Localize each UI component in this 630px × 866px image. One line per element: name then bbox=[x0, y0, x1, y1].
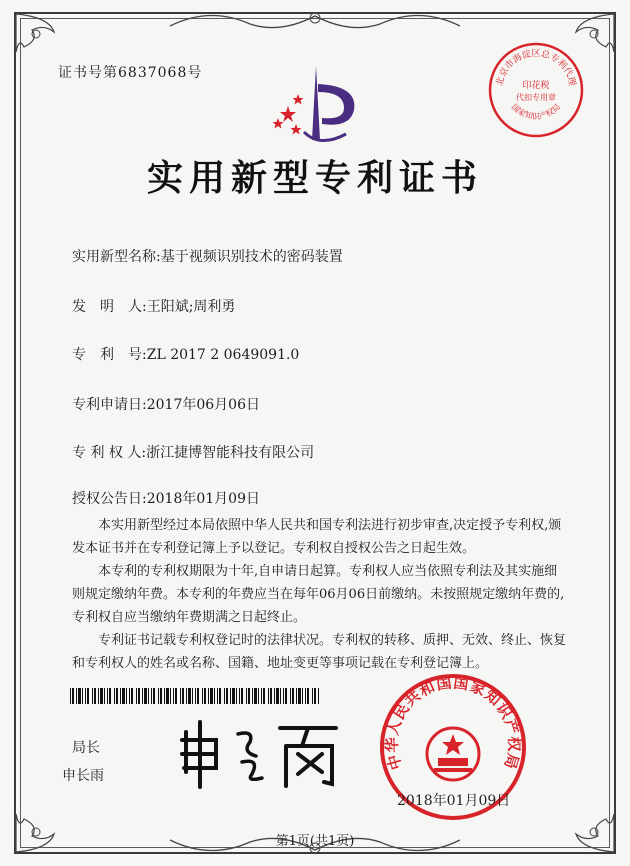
body-paragraph: 本实用新型经过本局依照中华人民共和国专利法进行初步审查,决定授予专利权,颁发本证书并在专利登记簿上予以登记。专利权自授权公告之日起生效。 bbox=[72, 518, 562, 556]
svg-text:国家知识产权局 bbox=[510, 102, 562, 121]
field-grant-date bbox=[72, 488, 260, 508]
field-value: 2017年06月06日 bbox=[146, 397, 260, 413]
barcode bbox=[70, 688, 320, 704]
seal-date: 2018年01月09日 bbox=[397, 793, 511, 809]
top-ornament bbox=[170, 6, 460, 36]
field-label: 实用新型名称: bbox=[72, 249, 161, 265]
signatory-title: 局长 bbox=[72, 740, 100, 756]
field-utility-model-name bbox=[72, 246, 343, 266]
field-patent-number bbox=[72, 344, 299, 364]
agency-stamp-bottom-text: 国家知识产权局 bbox=[509, 102, 563, 121]
field-label: 授权公告日: bbox=[72, 491, 147, 507]
field-value: 王阳斌;周利勇 bbox=[146, 299, 236, 315]
field-label: 专 利 号: bbox=[72, 347, 147, 363]
field-inventors bbox=[72, 296, 235, 316]
director-signature bbox=[176, 712, 346, 792]
certificate-number: 证书号第6837068号 bbox=[58, 65, 203, 81]
field-value: ZL 2017 2 0649091.0 bbox=[146, 347, 300, 363]
page-number: 第1页(共1页) bbox=[275, 834, 355, 849]
body-paragraph: 本专利的专利权期限为十年,自申请日起算。专利权人应当依照专利法及其实施细则规定缴纳年费。本专利的年费应当在每年06月06日前缴纳。未按照规定缴纳年费的,专利权自应当缴纳年费期满之日起终止。 bbox=[72, 564, 565, 625]
certificate-title: 实用新型专利证书 bbox=[146, 157, 483, 199]
seal-text: 中华人民共和国国家知识产权局 bbox=[382, 673, 524, 772]
svg-text:中华人民共和国国家知识产权局 bbox=[383, 673, 523, 771]
patent-office-emblem-icon bbox=[268, 62, 364, 152]
field-label: 发 明 人: bbox=[72, 299, 147, 315]
field-value: 浙江捷博智能科技有限公司 bbox=[146, 445, 315, 461]
field-value: 基于视频识别技术的密码装置 bbox=[160, 249, 343, 265]
field-patentee bbox=[72, 442, 314, 462]
field-value: 2018年01月09日 bbox=[146, 491, 260, 507]
signatory-name: 申长雨 bbox=[62, 768, 104, 784]
body-paragraph: 专利证书记载专利权登记时的法律状况。专利权的转移、质押、无效、终止、恢复和专利权人的姓名或名称、国籍、地址变更等事项记载在专利登记簿上。 bbox=[72, 633, 567, 671]
national-emblem-icon bbox=[427, 728, 479, 780]
agency-stamp-center-text: 印花税 bbox=[522, 81, 550, 91]
field-label: 专利申请日: bbox=[72, 397, 147, 413]
field-label: 专 利 权 人: bbox=[72, 445, 147, 461]
agency-stamp-top-text: 北京市海淀区总专利代理 bbox=[495, 49, 577, 87]
agency-stamp-sub-text: 代扣专用章 bbox=[516, 93, 556, 102]
certificate-body bbox=[72, 514, 566, 675]
agency-stamp bbox=[486, 40, 586, 140]
field-application-date bbox=[72, 394, 260, 414]
